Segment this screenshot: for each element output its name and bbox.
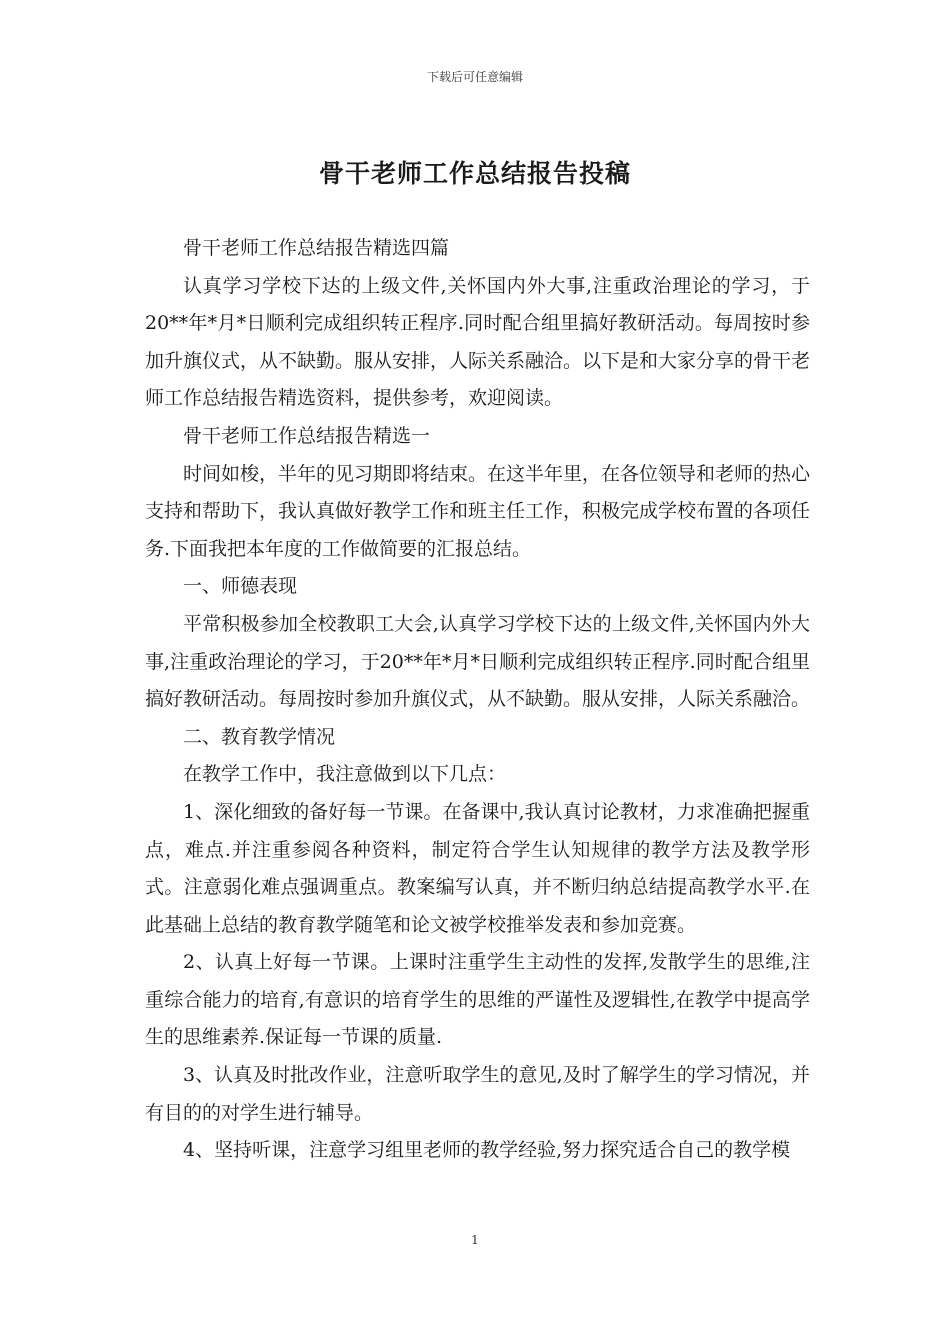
list-item-1: 1、深化细致的备好每一节课。在备课中,我认真讨论教材，力求准确把握重点，难点.并注重参阅各种资料，制定符合学生认知规律的教学方法及教学形式。注意弱化难点强调重点。教案编写认真，并不断归纳总结提高教学水平.在此基础上总结的教育教学随笔和论文被学校推举发表和参加竞赛。 — [145, 800, 810, 936]
list-item-2: 2、认真上好每一节课。上课时注重学生主动性的发挥,发散学生的思维,注重综合能力的培育,有意识的培育学生的思维的严谨性及逻辑性,在教学中提高学生的思维素养.保证每一节课的质量. — [145, 951, 810, 1049]
list-item-3: 3、认真及时批改作业，注意听取学生的意见,及时了解学生的学习情况，并有目的的对学生进行辅导。 — [145, 1064, 810, 1124]
document-title: 骨干老师工作总结报告投稿 — [318, 159, 631, 188]
body-paragraph: 平常积极参加全校教职工大会,认真学习学校下达的上级文件,关怀国内外大事,注重政治理论的学习，于20**年*月*日顺利完成组织转正程序.同时配合组里搞好教研活动。每周按时参加升旗仪式，从不缺勤。服从安排，人际关系融洽。 — [145, 612, 811, 711]
section-heading-part-one: 骨干老师工作总结报告精选一 — [183, 424, 431, 447]
page-number: 1 — [471, 1233, 479, 1247]
list-item-4: 4、坚持听课，注意学习组里老师的教学经验,努力探究适合自己的教学模 — [183, 1139, 791, 1162]
section-heading-teaching: 二、教育教学情况 — [183, 725, 336, 748]
intro-paragraph: 认真学习学校下达的上级文件,关怀国内外大事,注重政治理论的学习，于20**年*月*日顺利完成组织转正程序.同时配合组里搞好教研活动。每周按时参加升旗仪式，从不缺勤。服从安排，人际关系融洽。以下是和大家分享的骨干老师工作总结报告精选资料，提供参考，欢迎阅读。 — [145, 274, 811, 410]
section-heading-ethics: 一、师德表现 — [183, 575, 298, 598]
body-paragraph: 在教学工作中，我注意做到以下几点： — [183, 763, 507, 786]
body-paragraph: 时间如梭，半年的见习期即将结束。在这半年里，在各位领导和老师的热心支持和帮助下，我认真做好教学工作和班主任工作，积极完成学校布置的各项任务.下面我把本年度的工作做简要的汇报总结。 — [145, 462, 811, 560]
header-note: 下载后可任意编辑 — [426, 70, 523, 84]
document-body — [145, 230, 810, 1170]
subtitle-paragraph: 骨干老师工作总结报告精选四篇 — [183, 237, 450, 259]
